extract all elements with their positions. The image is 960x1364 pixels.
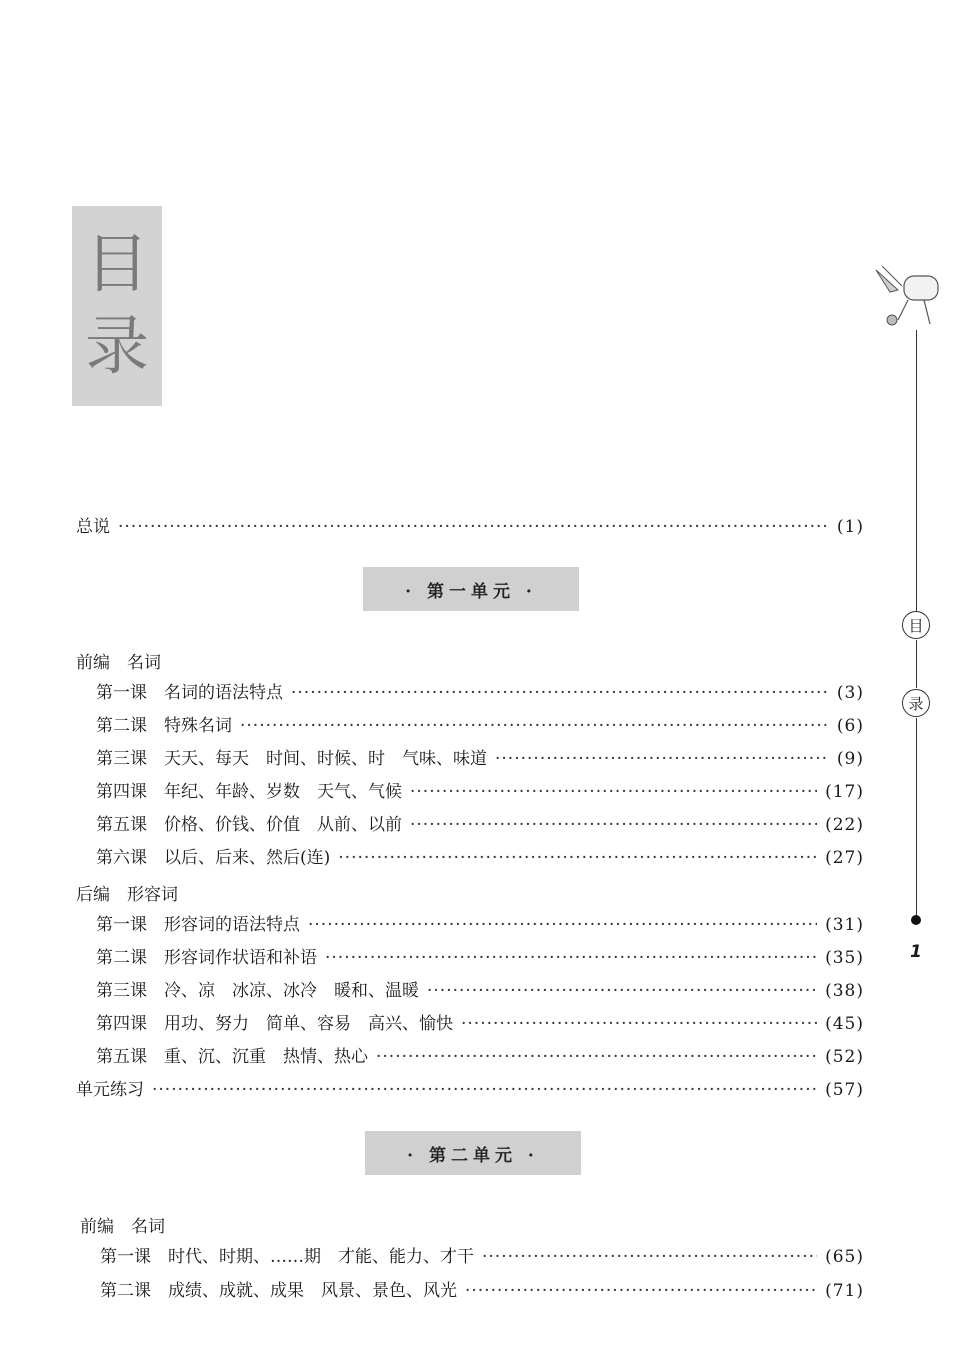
page-number: 1 — [910, 942, 922, 962]
toc-leader-dots — [427, 981, 817, 1001]
side-line-top — [916, 330, 917, 612]
toc-leader-dots — [325, 948, 817, 968]
toc-row-lesson[interactable] — [96, 744, 864, 770]
toc-page: (3) — [836, 683, 864, 703]
toc-leader-dots — [410, 815, 817, 835]
toc-row-unit-exercise[interactable] — [76, 1075, 864, 1101]
toc-page: (6) — [836, 716, 864, 736]
toc-label: 第二课 形容词作状语和补语 — [96, 948, 317, 968]
toc-row-lesson[interactable] — [96, 910, 864, 936]
toc-label: 第二课 成绩、成就、成果 风景、景色、风光 — [100, 1281, 457, 1301]
toc-leader-dots — [308, 915, 817, 935]
toc-label: 第三课 冷、凉 冰凉、冰冷 暖和、温暖 — [96, 981, 419, 1001]
toc-label: 总说 — [76, 517, 110, 537]
toc-label: 第五课 重、沉、沉重 热情、热心 — [96, 1047, 368, 1067]
toc-page: (38) — [825, 981, 864, 1001]
toc-label: 第四课 年纪、年龄、岁数 天气、气候 — [96, 782, 402, 802]
toc-page: (71) — [825, 1281, 864, 1301]
toc-page: (9) — [836, 749, 864, 769]
toc-row-lesson[interactable] — [100, 1276, 864, 1302]
toc-leader-dots — [376, 1047, 817, 1067]
title-char-mu: 目 — [85, 228, 149, 302]
toc-label: 第二课 特殊名词 — [96, 716, 232, 736]
toc-leader-dots — [338, 848, 817, 868]
toc-page: (1) — [836, 517, 864, 537]
toc-leader-dots — [152, 1080, 817, 1100]
side-dot — [911, 915, 921, 925]
toc-row-lesson[interactable] — [96, 976, 864, 1002]
side-circle-mu: 目 — [902, 611, 930, 639]
toc-leader-dots — [118, 517, 829, 537]
unit1-part2-heading: 后编 形容词 — [76, 885, 178, 905]
toc-label: 第一课 时代、时期、……期 才能、能力、才干 — [100, 1247, 474, 1267]
toc-page: (27) — [825, 848, 864, 868]
toc-leader-dots — [495, 749, 829, 769]
title-char-lu: 录 — [85, 310, 149, 384]
toc-label: 第三课 天天、每天 时间、时候、时 气味、味道 — [96, 749, 487, 769]
toc-page: (35) — [825, 948, 864, 968]
side-line-mid — [916, 640, 917, 688]
unit1-part1-heading: 前编 名词 — [76, 653, 161, 673]
toc-page: (22) — [825, 815, 864, 835]
toc-row-lesson[interactable] — [100, 1242, 864, 1268]
toc-label: 第一课 名词的语法特点 — [96, 683, 283, 703]
toc-row-lesson[interactable] — [96, 1009, 864, 1035]
toc-leader-dots — [240, 716, 829, 736]
toc-row-lesson[interactable] — [96, 810, 864, 836]
toc-row-lesson[interactable] — [96, 943, 864, 969]
toc-leader-dots — [291, 683, 829, 703]
unit1-banner: · 第一单元 · — [363, 567, 579, 611]
toc-label: 第五课 价格、价钱、价值 从前、以前 — [96, 815, 402, 835]
title-block — [72, 206, 162, 406]
side-circle-lu: 录 — [902, 689, 930, 717]
toc-row-lesson[interactable] — [96, 777, 864, 803]
quill-scroll-icon — [868, 262, 948, 332]
toc-label: 第四课 用功、努力 简单、容易 高兴、愉快 — [96, 1014, 453, 1034]
toc-page: (31) — [825, 915, 864, 935]
toc-leader-dots — [461, 1014, 817, 1034]
toc-leader-dots — [410, 782, 817, 802]
toc-label: 单元练习 — [76, 1080, 144, 1100]
toc-page: (45) — [825, 1014, 864, 1034]
toc-page: (17) — [825, 782, 864, 802]
toc-label: 第六课 以后、后来、然后(连) — [96, 848, 331, 868]
toc-page: (65) — [825, 1247, 864, 1267]
toc-leader-dots — [465, 1281, 817, 1301]
unit2-banner: · 第二单元 · — [365, 1131, 581, 1175]
toc-row-lesson[interactable] — [96, 843, 864, 869]
unit2-part1-heading: 前编 名词 — [80, 1217, 165, 1237]
toc-label: 第一课 形容词的语法特点 — [96, 915, 300, 935]
toc-row-lesson[interactable] — [96, 711, 864, 737]
toc-leader-dots — [482, 1247, 817, 1267]
side-line-bottom — [916, 718, 917, 916]
toc-page: (57) — [825, 1080, 864, 1100]
toc-row-overview[interactable] — [76, 512, 864, 538]
toc-row-lesson[interactable] — [96, 678, 864, 704]
toc-row-lesson[interactable] — [96, 1042, 864, 1068]
toc-page: (52) — [825, 1047, 864, 1067]
